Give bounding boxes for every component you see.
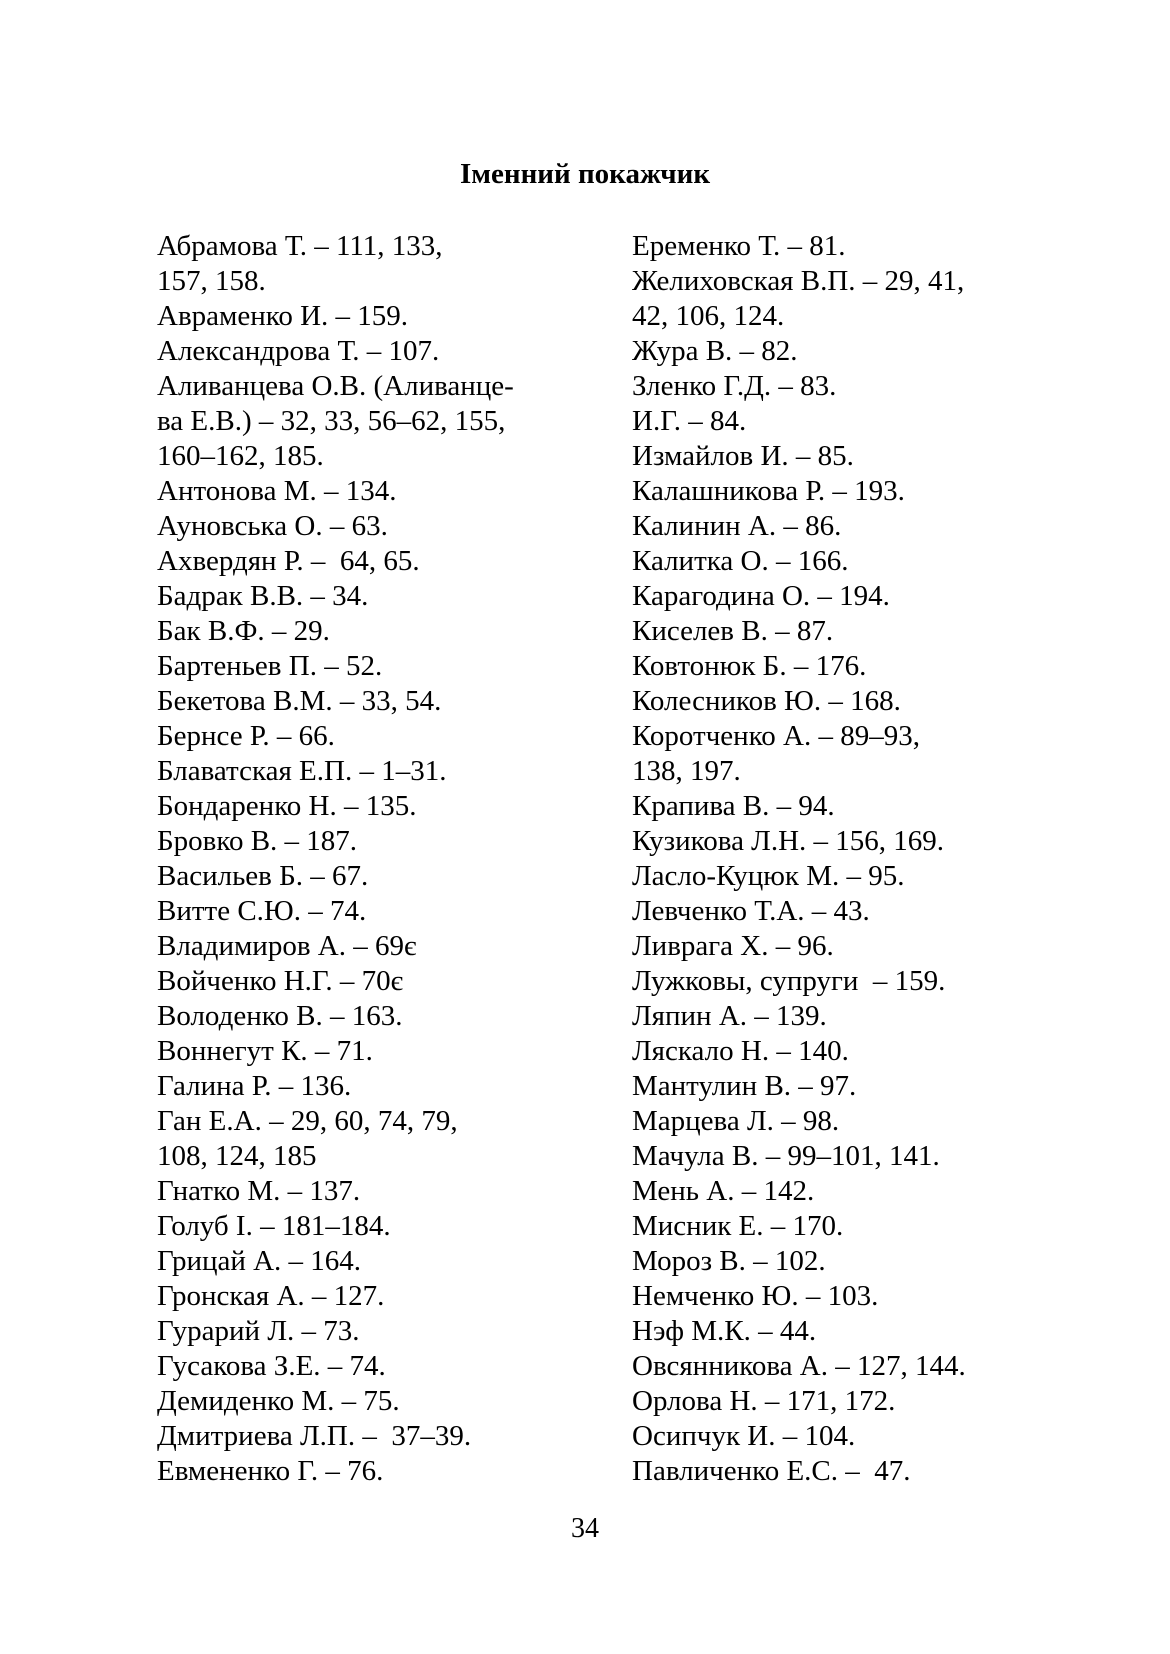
index-entry: Бадрак В.В. – 34. <box>157 580 369 612</box>
index-entry: Ласло-Куцюк М. – 95. <box>632 860 905 892</box>
index-entry: Лужковы, супруги – 159. <box>632 965 946 997</box>
index-entry: Ковтонюк Б. – 176. <box>632 650 867 682</box>
index-entry: Овсянникова А. – 127, 144. <box>632 1350 966 1382</box>
index-entry: Авраменко И. – 159. <box>157 300 409 332</box>
index-entry: Ляпин А. – 139. <box>632 1000 827 1032</box>
index-entry: Гронская А. – 127. <box>157 1280 385 1312</box>
index-entry: Крапива В. – 94. <box>632 790 835 822</box>
index-entry: Войченко Н.Г. – 70є <box>157 965 404 997</box>
index-entry: Дмитриева Л.П. – 37–39. <box>157 1420 472 1452</box>
index-entry: Мисник Е. – 170. <box>632 1210 844 1242</box>
index-entry: Мороз В. – 102. <box>632 1245 826 1277</box>
index-entry: Володенко В. – 163. <box>157 1000 403 1032</box>
index-entry: Измайлов И. – 85. <box>632 440 854 472</box>
index-entry: Бровко В. – 187. <box>157 825 358 857</box>
index-entry: Ган Е.А. – 29, 60, 74, 79, <box>157 1105 458 1137</box>
index-entry: Абрамова Т. – 111, 133, <box>157 230 443 262</box>
index-entry: Зленко Г.Д. – 83. <box>632 370 837 402</box>
index-entry: Ляскало Н. – 140. <box>632 1035 849 1067</box>
index-entry: Бак В.Ф. – 29. <box>157 615 330 647</box>
index-entry: Витте С.Ю. – 74. <box>157 895 367 927</box>
index-entry: 42, 106, 124. <box>632 300 785 332</box>
index-entry: Бартеньев П. – 52. <box>157 650 383 682</box>
index-entry: Мень А. – 142. <box>632 1175 815 1207</box>
index-column-left <box>157 229 557 1489</box>
index-entry: Киселев В. – 87. <box>632 615 834 647</box>
index-entry: 160–162, 185. <box>157 440 324 472</box>
index-entry: Немченко Ю. – 103. <box>632 1280 879 1312</box>
index-entry: Жура В. – 82. <box>632 335 798 367</box>
index-entry: 138, 197. <box>632 755 741 787</box>
index-entry: Орлова Н. – 171, 172. <box>632 1385 896 1417</box>
index-entry: Осипчук И. – 104. <box>632 1420 856 1452</box>
index-entry: Бекетова В.М. – 33, 54. <box>157 685 442 717</box>
index-entry: Гусакова З.Е. – 74. <box>157 1350 386 1382</box>
index-entry: Воннегут К. – 71. <box>157 1035 373 1067</box>
index-entry: Демиденко М. – 75. <box>157 1385 400 1417</box>
index-entry: Колесников Ю. – 168. <box>632 685 901 717</box>
index-entry: Голуб І. – 181–184. <box>157 1210 391 1242</box>
index-entry: Павличенко Е.С. – 47. <box>632 1455 911 1487</box>
index-column-right <box>632 229 1032 1489</box>
index-entry: Гурарий Л. – 73. <box>157 1315 360 1347</box>
index-entry: ва Е.В.) – 32, 33, 56–62, 155, <box>157 405 506 437</box>
index-entry: Ауновська О. – 63. <box>157 510 388 542</box>
index-entry: Грицай А. – 164. <box>157 1245 362 1277</box>
index-entry: Александрова Т. – 107. <box>157 335 440 367</box>
index-entry: Желиховская В.П. – 29, 41, <box>632 265 965 297</box>
index-entry: Нэф М.К. – 44. <box>632 1315 817 1347</box>
index-entry: Ахвердян Р. – 64, 65. <box>157 545 420 577</box>
index-entry: 157, 158. <box>157 265 266 297</box>
page-title: Іменний покажчик <box>459 158 711 190</box>
index-entry: Блаватская Е.П. – 1–31. <box>157 755 447 787</box>
index-entry: И.Г. – 84. <box>632 405 747 437</box>
index-entry: Еременко Т. – 81. <box>632 230 846 262</box>
index-entry: Ливрага Х. – 96. <box>632 930 834 962</box>
index-entry: Антонова М. – 134. <box>157 475 397 507</box>
index-entry: Галина Р. – 136. <box>157 1070 352 1102</box>
index-entry: Карагодина О. – 194. <box>632 580 890 612</box>
index-entry: Гнатко М. – 137. <box>157 1175 361 1207</box>
index-entry: Бернсе Р. – 66. <box>157 720 335 752</box>
index-entry: Мантулин В. – 97. <box>632 1070 857 1102</box>
index-entry: Марцева Л. – 98. <box>632 1105 840 1137</box>
index-entry: Калашникова Р. – 193. <box>632 475 905 507</box>
index-entry: Левченко Т.А. – 43. <box>632 895 870 927</box>
index-entry: Евмененко Г. – 76. <box>157 1455 384 1487</box>
index-entry: Аливанцева О.В. (Аливанце- <box>157 370 514 402</box>
index-entry: Кузикова Л.Н. – 156, 169. <box>632 825 945 857</box>
index-entry: Васильев Б. – 67. <box>157 860 369 892</box>
index-entry: Коротченко А. – 89–93, <box>632 720 920 752</box>
page-number: 34 <box>571 1513 599 1544</box>
index-entry: Бондаренко Н. – 135. <box>157 790 417 822</box>
index-entry: Калитка О. – 166. <box>632 545 849 577</box>
index-entry: Владимиров А. – 69є <box>157 930 417 962</box>
index-entry: Мачула В. – 99–101, 141. <box>632 1140 940 1172</box>
index-entry: Калинин А. – 86. <box>632 510 842 542</box>
index-entry: 108, 124, 185 <box>157 1140 317 1172</box>
